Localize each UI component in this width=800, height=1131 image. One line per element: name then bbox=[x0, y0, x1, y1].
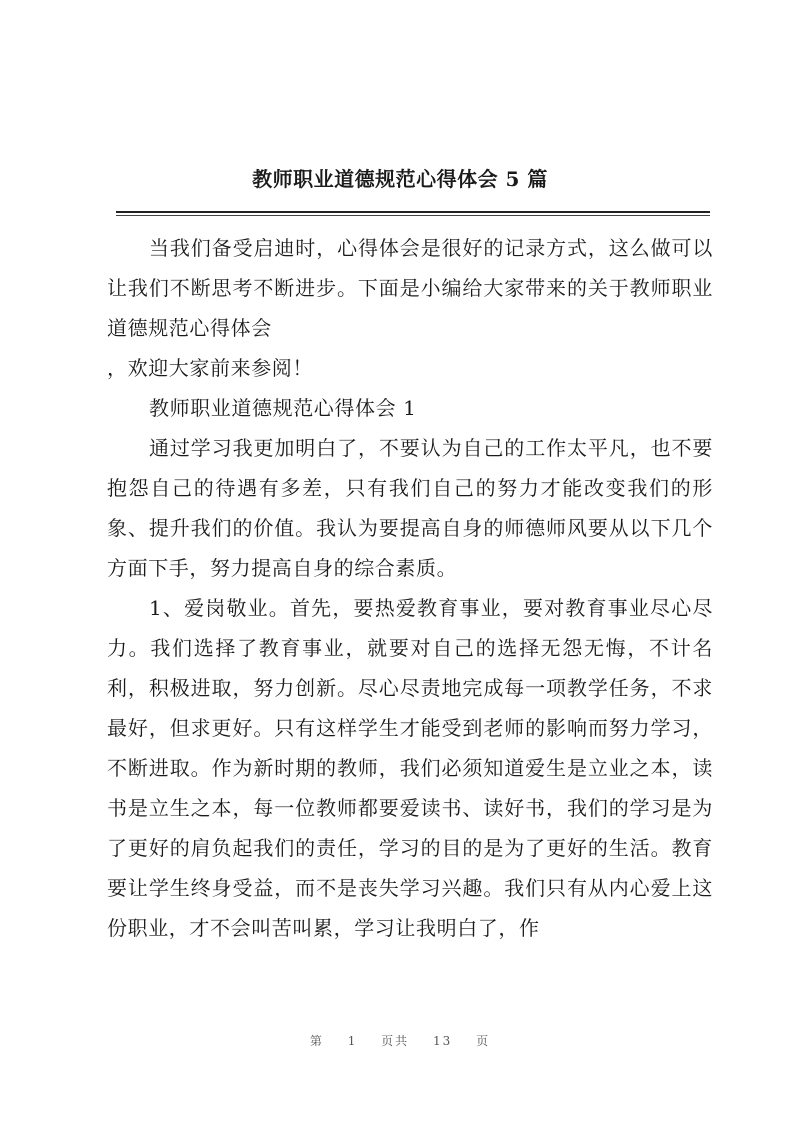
section-heading: 教师职业道德规范心得体会 1 bbox=[149, 396, 417, 420]
footer-middle: 页共 bbox=[381, 1034, 410, 1048]
footer-page-number: 1 bbox=[347, 1034, 358, 1048]
page-footer bbox=[0, 1032, 800, 1049]
document-title: 教师职业道德规范心得体会 5 篇 bbox=[252, 167, 548, 191]
intro-paragraph: 当我们备受启迪时，心得体会是很好的记录方式，这么做可以让我们不断思考不断进步。下面是小编给大家带来的关于教师职业道德规范心得体会 bbox=[107, 236, 713, 340]
body-paragraph: 1、爱岗敬业。首先，要热爱教育事业，要对教育事业尽心尽力。我们选择了教育事业，就要对自己的选择无怨无悔，不计名利，积极进取，努力创新。尽心尽责地完成每一项教学任务，不求最好，但求更好。只有这样学生才能受到老师的影响而努力学习，不断进取。作为新时期的教师，我们必须知道爱生是立业之本，读书是立生之本，每一位教师都要爱读书、读好书，我们的学习是为了更好的肩负起我们的责任，学习的目的是为了更好的生活。教育要让学生终身受益，而不是丧失学习兴趣。我们只有从内心爱上这份职业，才不会叫苦叫累，学习让我明白了，作 bbox=[107, 596, 713, 940]
body-paragraph: 通过学习我更加明白了，不要认为自己的工作太平凡，也不要抱怨自己的待遇有多差，只有我们自己的努力才能改变我们的形象、提升我们的价值。我认为要提高自身的师德师风要从以下几个方面下手，努力提高自身的综合素质。 bbox=[107, 436, 713, 580]
document-body bbox=[107, 228, 713, 948]
intro-continuation: ，欢迎大家前来参阅！ bbox=[107, 356, 313, 380]
footer-suffix: 页 bbox=[476, 1034, 491, 1048]
title-rule-thin bbox=[116, 215, 710, 216]
footer-total-pages: 13 bbox=[433, 1034, 453, 1048]
footer-prefix: 第 bbox=[309, 1034, 324, 1048]
title-rule-thick bbox=[116, 211, 710, 213]
